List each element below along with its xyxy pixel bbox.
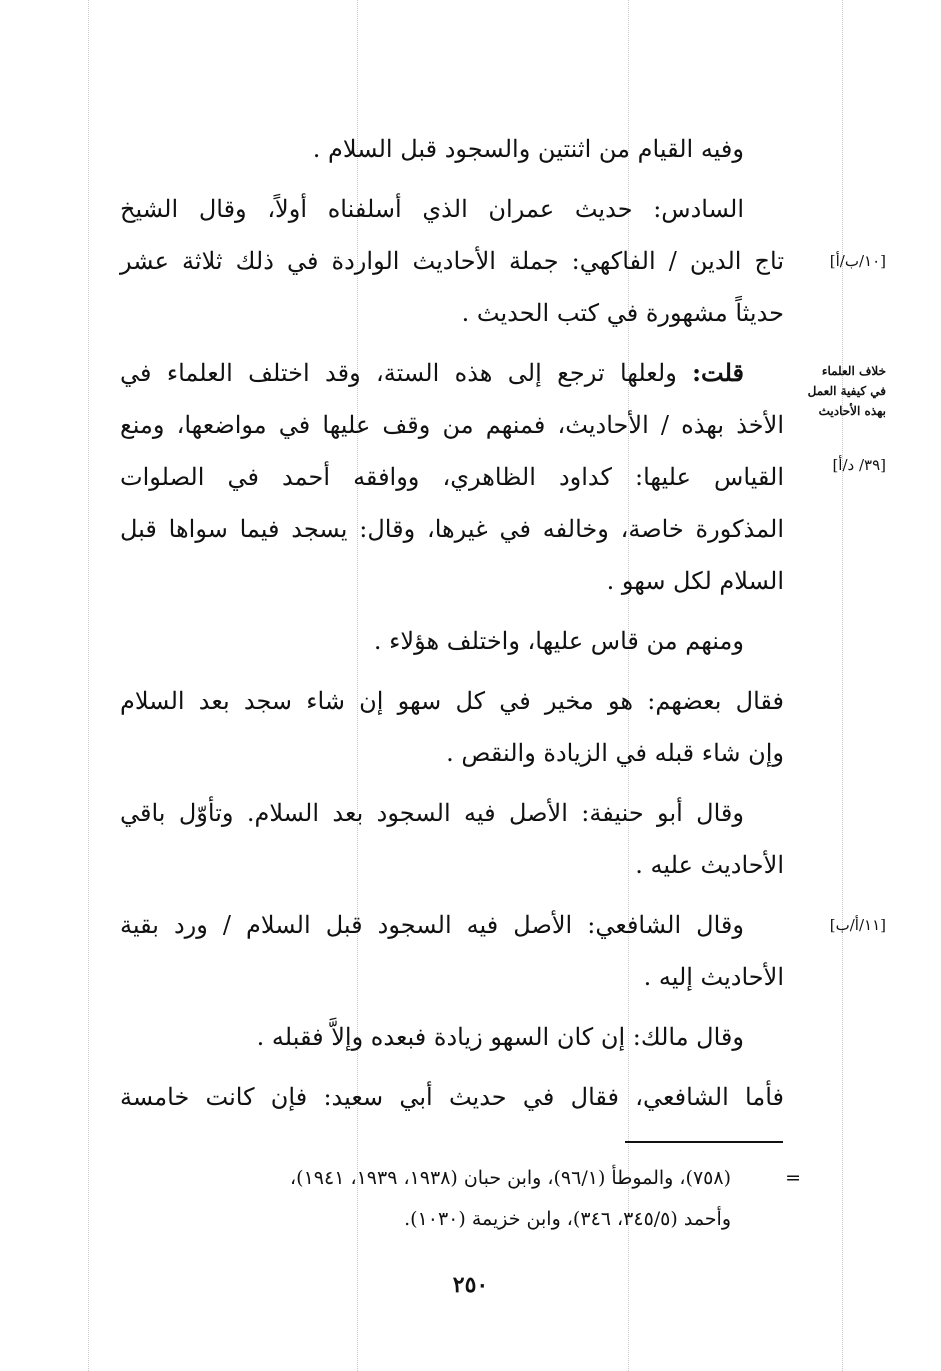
text-line: حديثاً مشهورة في كتب الحديث .	[461, 299, 784, 327]
manuscript-folio-ref: [١٠/ب/أ]	[829, 252, 886, 270]
text-line: فأما الشافعي، فقال في حديث أبي سعيد: فإن كانت خامسة	[120, 1083, 784, 1111]
text-line: السلام لكل سهو .	[606, 567, 784, 595]
text-line: وقال الشافعي: الأصل فيه السجود قبل السلام / ورد بقية	[120, 911, 744, 939]
text-line: وإن شاء قبله في الزيادة والنقص .	[446, 739, 784, 767]
footnote-continuation-mark: =	[785, 1167, 801, 1189]
manuscript-folio-ref: [١١/أ/ب]	[829, 916, 886, 934]
side-heading: بهذه الأحاديث	[818, 404, 886, 418]
text-line: المذكورة خاصة، وخالفه في غيرها، وقال: يسجد فيما سواها قبل	[120, 515, 784, 543]
page-number: ٢٥٠	[452, 1272, 489, 1298]
text-line: الأحاديث عليه .	[635, 851, 784, 879]
text-line: الأحاديث إليه .	[643, 963, 784, 991]
footnote-line: (٧٥٨)، والموطأ (٩٦/١)، وابن حبان (١٩٣٨، ١٩٣٩، ١٩٤١)،	[290, 1167, 731, 1189]
side-heading: خلاف العلماء	[821, 364, 886, 378]
text-line: وقال مالك: إن كان السهو زيادة فبعده وإلاَّ فقبله .	[256, 1023, 744, 1051]
footnote-line: وأحمد (٣٤٥/٥، ٣٤٦)، وابن خزيمة (١٠٣٠).	[404, 1208, 731, 1230]
text-line: السادس: حديث عمران الذي أسلفناه أولاً، وقال الشيخ	[120, 195, 744, 223]
qultu-label: قلت:	[692, 358, 744, 387]
text-fragment: ولعلها ترجع إلى هذه الستة، وقد اختلف العلماء في	[120, 359, 677, 387]
text-line: ومنهم من قاس عليها، واختلف هؤلاء .	[373, 627, 744, 655]
text-line: القياس عليها: كداود الظاهري، ووافقه أحمد في الصلوات	[120, 463, 784, 491]
text-line: فقال بعضهم: هو مخير في كل سهو إن شاء سجد بعد السلام	[120, 687, 784, 715]
text-line: تاج الدين / الفاكهي: جملة الأحاديث الواردة في ذلك ثلاثة عشر	[120, 247, 784, 275]
text-line	[120, 355, 784, 391]
text-line: وفيه القيام من اثنتين والسجود قبل السلام .	[312, 135, 744, 163]
text-line: الأخذ بهذه / الأحاديث، فمنهم من وقف عليها في مواضعها، ومنع	[120, 411, 784, 439]
footnote-separator	[625, 1141, 783, 1143]
side-heading: في كيفية العمل	[807, 384, 886, 398]
text-line: وقال أبو حنيفة: الأصل فيه السجود بعد السلام. وتأوّل باقي	[120, 799, 744, 827]
manuscript-folio-ref: [٣٩/ د/أ]	[832, 456, 886, 474]
